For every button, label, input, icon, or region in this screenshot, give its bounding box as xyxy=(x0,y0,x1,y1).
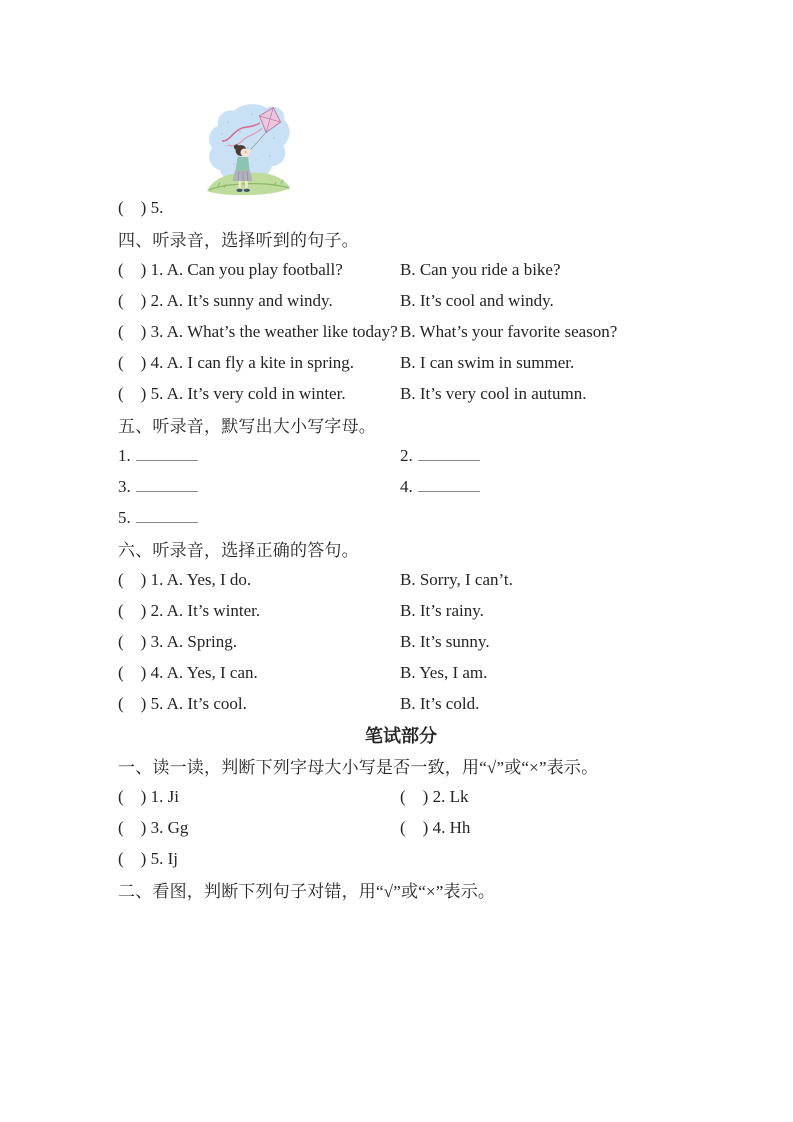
option-a[interactable]: ( ) 4. A. I can fly a kite in spring. xyxy=(118,352,355,372)
blank-item-3 xyxy=(118,477,400,497)
answer-blank-3[interactable] xyxy=(136,478,198,492)
blank-item-1 xyxy=(118,446,400,466)
listening3-item-5-row xyxy=(118,192,684,223)
listening6-item-1 xyxy=(118,564,684,595)
blank-item-2 xyxy=(400,446,480,466)
option-b: B. I can swim in summer. xyxy=(400,352,575,372)
letter-pair-item[interactable]: ( ) 1. Ji xyxy=(118,786,179,806)
blank-number: 1. xyxy=(118,445,131,465)
answer-bracket-picture-5[interactable]: ( ) 5. xyxy=(118,197,164,217)
blank-item-5 xyxy=(118,508,400,528)
listening5-blanks-row-2 xyxy=(118,471,684,502)
written1-row-3 xyxy=(118,843,684,874)
written1-row-2 xyxy=(118,812,684,843)
option-b: B. What’s your favorite season? xyxy=(400,321,618,341)
kite-illustration xyxy=(204,102,294,196)
section-title-written-1: 一、读一读，判断下列字母大小写是否一致，用“√”或“×”表示。 xyxy=(118,758,599,777)
listening4-item-1 xyxy=(118,254,684,285)
option-b: B. Can you ride a bike? xyxy=(400,259,561,279)
option-b: B. It’s cold. xyxy=(400,693,480,713)
section-title-listening-6: 六、听录音，选择正确的答句。 xyxy=(118,541,359,560)
option-a[interactable]: ( ) 3. A. What’s the weather like today? xyxy=(118,321,398,341)
answer-blank-5[interactable] xyxy=(136,509,198,523)
blank-number: 4. xyxy=(400,476,413,496)
option-b: B. It’s cool and windy. xyxy=(400,290,554,310)
section-title-written-2: 二、看图，判断下列句子对错，用“√”或“×”表示。 xyxy=(118,882,496,901)
option-b: B. It’s rainy. xyxy=(400,600,484,620)
option-b: B. Sorry, I can’t. xyxy=(400,569,513,589)
blank-item-4 xyxy=(400,477,480,497)
section-title-listening-5: 五、听录音，默写出大小写字母。 xyxy=(118,417,376,436)
option-a[interactable]: ( ) 3. A. Spring. xyxy=(118,631,237,651)
option-b: B. It’s very cool in autumn. xyxy=(400,383,587,403)
listening4-item-3 xyxy=(118,316,684,347)
listening5-blanks-row-3 xyxy=(118,502,684,533)
listening4-item-2 xyxy=(118,285,684,316)
option-a[interactable]: ( ) 1. A. Can you play football? xyxy=(118,259,343,279)
blank-number: 2. xyxy=(400,445,413,465)
option-b: B. Yes, I am. xyxy=(400,662,488,682)
letter-pair-item[interactable]: ( ) 2. Lk xyxy=(400,786,469,806)
option-a[interactable]: ( ) 2. A. It’s sunny and windy. xyxy=(118,290,333,310)
section-title-listening-4: 四、听录音，选择听到的句子。 xyxy=(118,231,359,250)
listening6-item-5 xyxy=(118,688,684,719)
letter-pair-item[interactable]: ( ) 4. Hh xyxy=(400,817,471,837)
option-a[interactable]: ( ) 2. A. It’s winter. xyxy=(118,600,261,620)
option-a[interactable]: ( ) 5. A. It’s cool. xyxy=(118,693,247,713)
worksheet-body xyxy=(118,192,684,905)
blank-number: 5. xyxy=(118,507,131,527)
option-a[interactable]: ( ) 5. A. It’s very cold in winter. xyxy=(118,383,346,403)
blank-number: 3. xyxy=(118,476,131,496)
written-part-title: 笔试部分 xyxy=(365,725,437,746)
answer-blank-2[interactable] xyxy=(418,447,480,461)
girl-flying-kite-image xyxy=(204,102,294,196)
option-a[interactable]: ( ) 4. A. Yes, I can. xyxy=(118,662,258,682)
letter-pair-item[interactable]: ( ) 5. Ij xyxy=(118,848,178,868)
option-b: B. It’s sunny. xyxy=(400,631,490,651)
listening5-blanks-row-1 xyxy=(118,440,684,471)
letter-pair-item[interactable]: ( ) 3. Gg xyxy=(118,817,189,837)
listening4-item-4 xyxy=(118,347,684,378)
listening6-item-2 xyxy=(118,595,684,626)
answer-blank-1[interactable] xyxy=(136,447,198,461)
listening6-item-3 xyxy=(118,626,684,657)
written1-row-1 xyxy=(118,781,684,812)
listening6-item-4 xyxy=(118,657,684,688)
option-a[interactable]: ( ) 1. A. Yes, I do. xyxy=(118,569,252,589)
listening4-item-5 xyxy=(118,378,684,409)
answer-blank-4[interactable] xyxy=(418,478,480,492)
